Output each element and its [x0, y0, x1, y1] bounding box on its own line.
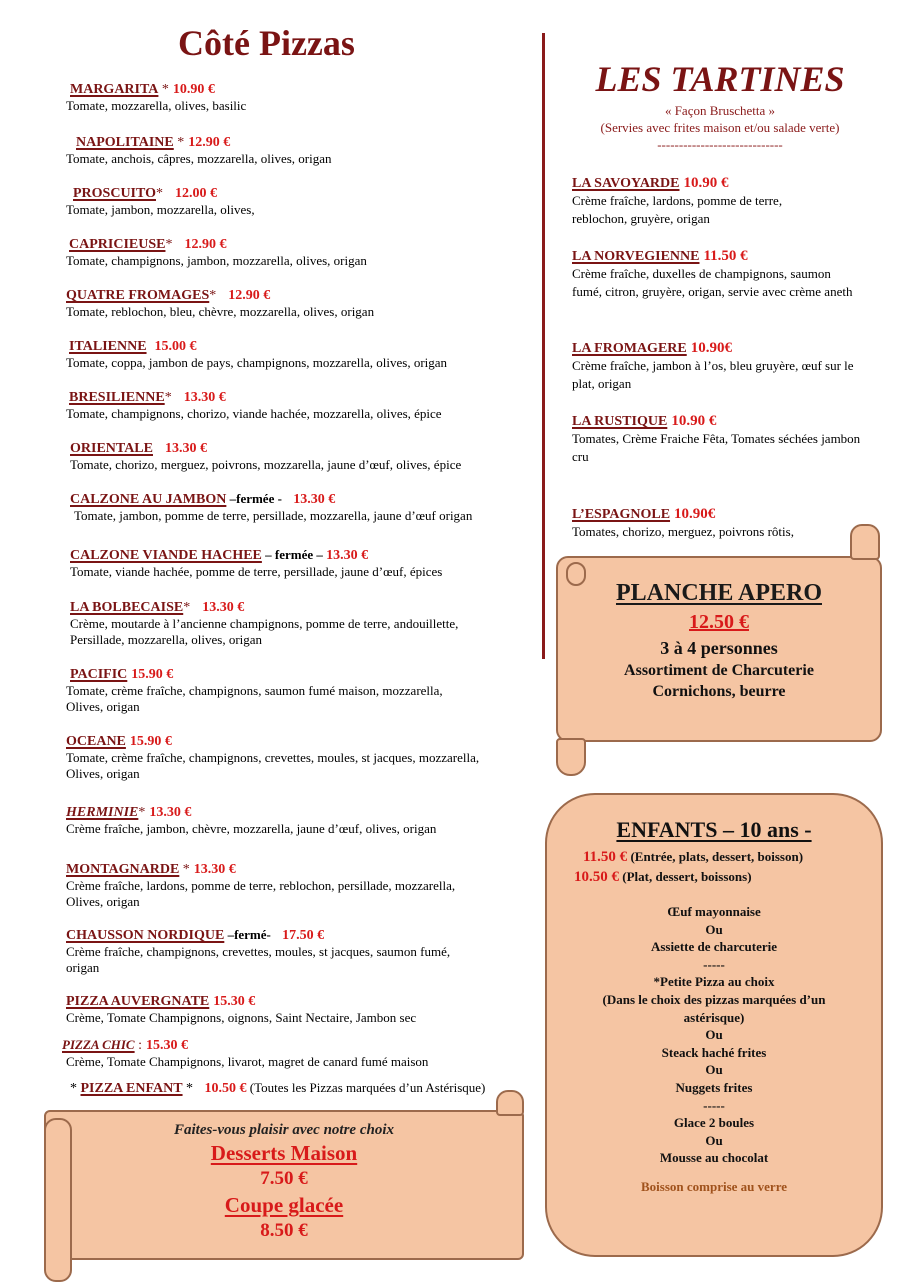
pizza-desc: Tomate, reblochon, bleu, chèvre, mozzarella, olives, origan	[66, 304, 375, 319]
pizza-price: 10.90 €	[172, 82, 215, 97]
pizza-item-margarita: MARGARITA * 10.90 € Tomate, mozzarella, olives, basilic	[66, 80, 536, 114]
pizza-enfant-price: 10.50 €	[204, 1081, 247, 1096]
pizza-price: 13.30 €	[164, 441, 207, 456]
pizza-price: 13.30 €	[183, 390, 226, 405]
pizza-name: CAPRICIEUSE	[69, 237, 166, 252]
pizza-price: 15.30 €	[213, 994, 256, 1009]
desserts-maison-price: 7.50 €	[260, 1168, 308, 1189]
pizza-desc: Tomate, jambon, mozzarella, olives,	[66, 202, 255, 217]
pizza-name: CALZONE VIANDE HACHEE	[70, 548, 262, 563]
pizza-name: CHAUSSON NORDIQUE	[66, 928, 225, 943]
pizza-price: 13.30 €	[149, 805, 192, 820]
tartines-subtitle: « Façon Bruschetta » (Servies avec frites maison et/ou salade verte) -----------------------------	[600, 103, 840, 152]
tartine-name: LA NORVEGIENNE	[572, 249, 700, 264]
pizza-name: PROSCUITO	[73, 186, 156, 201]
pizza-price: 13.30 €	[193, 862, 236, 877]
pizza-desc: Crème, Tomate Champignons, oignons, Saint Nectaire, Jambon sec	[66, 1010, 417, 1025]
pizza-name: OCEANE	[66, 734, 126, 749]
pizza-desc: Crème fraîche, champignons, crevettes, moules, st jacques, saumon fumé, origan	[66, 944, 451, 975]
tartine-desc: Crème fraîche, jambon à l’os, bleu gruyère, œuf sur le plat, origan	[572, 358, 854, 391]
scroll-curl-inner	[566, 562, 586, 586]
pizza-item-bolbecaise: LA BOLBECAISE* 13.30 € Crème, moutarde à l’ancienne champignons, pomme de terre, andouillette, Persillade, mozzarella, olives, origan	[66, 598, 536, 648]
pizza-name: ORIENTALE	[70, 441, 153, 456]
tartine-name: LA FROMAGERE	[572, 341, 687, 356]
pizza-item-auvergnate	[66, 992, 536, 1026]
tartine-price: 10.90 €	[683, 175, 729, 191]
pizza-desc: Crème, moutarde à l’ancienne champignons, pomme de terre, andouillette, Persillade, mozzarella, olives, origan	[70, 616, 459, 647]
apero-title: PLANCHE APERO	[615, 580, 822, 606]
apero-line-charcuterie: Assortiment de Charcuterie	[624, 662, 814, 679]
tartine-name: LA SAVOYARDE	[572, 176, 680, 191]
coupe-glacee: Coupe glacée	[224, 1193, 344, 1217]
desserts-box	[44, 1110, 524, 1260]
pizza-name: ITALIENNE	[69, 339, 147, 354]
tartine-price: 10.90 €	[671, 413, 717, 429]
pizza-name: PACIFIC	[70, 667, 128, 682]
pizza-item-herminie: HERMINIE* 13.30 € Crème fraîche, jambon, chèvre, mozzarella, jaune d’œuf, olives, origan	[66, 803, 536, 837]
enfants-price-row-2: 10.50 € (Plat, dessert, boissons)	[574, 869, 752, 885]
tartine-item-savoyarde	[572, 174, 872, 228]
scroll-curl-top	[850, 524, 880, 560]
desserts-intro: Faites-vous plaisir avec notre choix	[174, 1122, 394, 1138]
column-divider	[542, 33, 545, 659]
pizza-desc: Tomate, coppa, jambon de pays, champignons, mozzarella, olives, origan	[66, 355, 448, 370]
pizza-price: 15.00 €	[154, 339, 197, 354]
pizza-item-proscuito: PROSCUITO* 12.00 € Tomate, jambon, mozzarella, olives,	[66, 184, 536, 218]
tartine-price: 10.90€	[674, 506, 716, 522]
tartine-desc: Tomates, chorizo, merguez, poivrons rôtis,	[572, 524, 794, 539]
pizza-price: 17.50 €	[282, 928, 325, 943]
pizza-item-calzone-viande: CALZONE VIANDE HACHEE – fermée – 13.30 € Tomate, viande hachée, pomme de terre, persillade, jaune d’œuf, épices	[66, 546, 536, 580]
pizza-desc: Tomate, crème fraîche, champignons, crevettes, moules, st jacques, mozzarella, Olives, origan	[66, 750, 480, 781]
pizza-desc: Tomate, jambon, pomme de terre, persillade, mozzarella, jaune d’œuf origan	[74, 508, 473, 523]
pizza-price: 12.90 €	[188, 135, 231, 150]
apero-persons: 3 à 4 personnes	[660, 638, 778, 658]
pizza-enfant-line: * PIZZA ENFANT * 10.50 € (Toutes les Pizzas marquées d’un Astérisque)	[70, 1080, 486, 1096]
pizza-item-italienne	[66, 337, 536, 371]
pizza-desc: Tomate, mozzarella, olives, basilic	[66, 98, 247, 113]
pizza-name: PIZZA CHIC	[62, 1037, 135, 1052]
enfants-footer: Boisson comprise au verre	[641, 1178, 787, 1194]
pizza-price: 13.30 €	[326, 548, 369, 563]
pizza-item-chic: PIZZA CHIC : 15.30 € Crème, Tomate Champignons, livarot, magret de canard fumé maison	[66, 1036, 536, 1070]
pizza-name: MARGARITA	[70, 82, 159, 97]
pizza-name: NAPOLITAINE	[76, 135, 174, 150]
apero-line-cornichons: Cornichons, beurre	[652, 683, 786, 700]
pizza-name: QUATRE FROMAGES	[66, 288, 210, 303]
enfants-price-row-1: 11.50 € (Entrée, plats, dessert, boisson)	[583, 849, 804, 865]
pizza-price: 12.90 €	[228, 288, 271, 303]
tartine-desc: Crème fraîche, duxelles de champignons, saumon fumé, citron, gruyère, origan, servie avec crème aneth	[572, 266, 853, 299]
desserts-maison: Desserts Maison	[210, 1141, 358, 1165]
pizza-price: 13.30 €	[293, 492, 336, 507]
pizza-desc: Crème fraîche, jambon, chèvre, mozzarella, jaune d’œuf, olives, origan	[66, 821, 437, 836]
tartine-name: LA RUSTIQUE	[572, 414, 668, 429]
pizza-desc: Tomate, anchois, câpres, mozzarella, olives, origan	[66, 151, 332, 166]
tartines-title: LES TARTINES	[595, 59, 845, 99]
pizza-item-pacific	[66, 665, 536, 715]
pizza-price: 15.90 €	[131, 667, 174, 682]
pizza-name: CALZONE AU JAMBON	[70, 492, 227, 507]
pizza-name: PIZZA AUVERGNATE	[66, 994, 210, 1009]
pizza-price: 13.30 €	[202, 600, 245, 615]
pizzas-title: Côté Pizzas	[178, 23, 355, 63]
pizza-desc: Tomate, champignons, jambon, mozzarella, olives, origan	[66, 253, 367, 268]
tartine-price: 11.50 €	[703, 248, 748, 264]
enfants-title: ENFANTS – 10 ans -	[616, 817, 812, 842]
pizza-item-capricieuse: CAPRICIEUSE* 12.90 € Tomate, champignons, jambon, mozzarella, olives, origan	[66, 235, 536, 269]
pizza-price: 12.00 €	[174, 186, 217, 201]
pizza-item-bresilienne: BRESILIENNE* 13.30 € Tomate, champignons, chorizo, viande hachée, mozzarella, olives, épice	[66, 388, 536, 422]
pizza-name: LA BOLBECAISE	[70, 600, 184, 615]
enfants-box	[545, 793, 883, 1257]
pizza-name: MONTAGNARDE	[66, 862, 180, 877]
tartine-item-fromagere	[572, 339, 872, 393]
planche-apero-box	[556, 556, 882, 742]
tartine-item-norvegienne	[572, 247, 872, 301]
pizza-desc: Tomate, champignons, chorizo, viande hachée, mozzarella, olives, épice	[66, 406, 442, 421]
pizza-item-quatre-fromages: QUATRE FROMAGES* 12.90 € Tomate, reblochon, bleu, chèvre, mozzarella, olives, origan	[66, 286, 536, 320]
pizza-desc: Crème fraîche, lardons, pomme de terre, reblochon, persillade, mozzarella, Olives, origan	[66, 878, 456, 909]
pizza-item-oceane	[66, 732, 536, 782]
scroll-curl-bottom	[556, 738, 586, 776]
pizza-enfant-name: PIZZA ENFANT	[80, 1081, 183, 1096]
pizza-item-chausson-nordique: CHAUSSON NORDIQUE –fermé- 17.50 € Crème fraîche, champignons, crevettes, moules, st jacques, saumon fumé, origan	[66, 926, 536, 976]
tartine-item-rustique	[572, 412, 872, 466]
coupe-glacee-price: 8.50 €	[260, 1220, 308, 1241]
dessert-curl-top	[496, 1090, 524, 1116]
tartine-item-espagnole	[560, 505, 890, 545]
pizza-name: HERMINIE	[66, 805, 139, 820]
pizza-desc: Tomate, chorizo, merguez, poivrons, mozzarella, jaune d’œuf, olives, épice	[70, 457, 462, 472]
pizza-item-orientale	[66, 439, 536, 473]
enfants-menu-lines: Œuf mayonnaise Ou Assiette de charcuterie ----- *Petite Pizza au choix (Dans le choix des pizzas marquées d’un astérisque) Ou Steack haché frites Ou Nuggets frites ----- Glace 2 boules Ou Mousse au chocolat	[602, 904, 826, 1166]
pizza-item-montagnarde: MONTAGNARDE * 13.30 € Crème fraîche, lardons, pomme de terre, reblochon, persillade, mozzarella, Olives, origan	[66, 860, 536, 910]
pizza-desc: Tomate, crème fraîche, champignons, saumon fumé maison, mozzarella, Olives, origan	[66, 683, 443, 714]
pizza-item-napolitaine: NAPOLITAINE * 12.90 € Tomate, anchois, câpres, mozzarella, olives, origan	[66, 133, 536, 167]
tartine-price: 10.90€	[690, 340, 732, 356]
pizza-enfant-note: (Toutes les Pizzas marquées d’un Astérisque)	[246, 1080, 486, 1095]
pizza-price: 12.90 €	[184, 237, 227, 252]
pizza-item-calzone-jambon: CALZONE AU JAMBON –fermée - 13.30 € Tomate, jambon, pomme de terre, persillade, mozzarella, jaune d’œuf origan	[66, 490, 536, 524]
tartine-name: L’ESPAGNOLE	[572, 507, 671, 522]
tartine-desc: Tomates, Crème Fraiche Fêta, Tomates séchées jambon cru	[572, 431, 861, 464]
pizza-price: 15.90 €	[129, 734, 172, 749]
pizza-desc: Crème, Tomate Champignons, livarot, magret de canard fumé maison	[66, 1054, 429, 1069]
pizza-name: BRESILIENNE	[69, 390, 165, 405]
pizza-price: 15.30 €	[146, 1038, 188, 1053]
dessert-curl-left	[44, 1118, 72, 1282]
tartine-desc: Crème fraîche, lardons, pomme de terre, reblochon, gruyère, origan	[572, 193, 783, 226]
pizza-desc: Tomate, viande hachée, pomme de terre, persillade, jaune d’œuf, épices	[70, 564, 443, 579]
apero-price: 12.50 €	[689, 611, 749, 633]
